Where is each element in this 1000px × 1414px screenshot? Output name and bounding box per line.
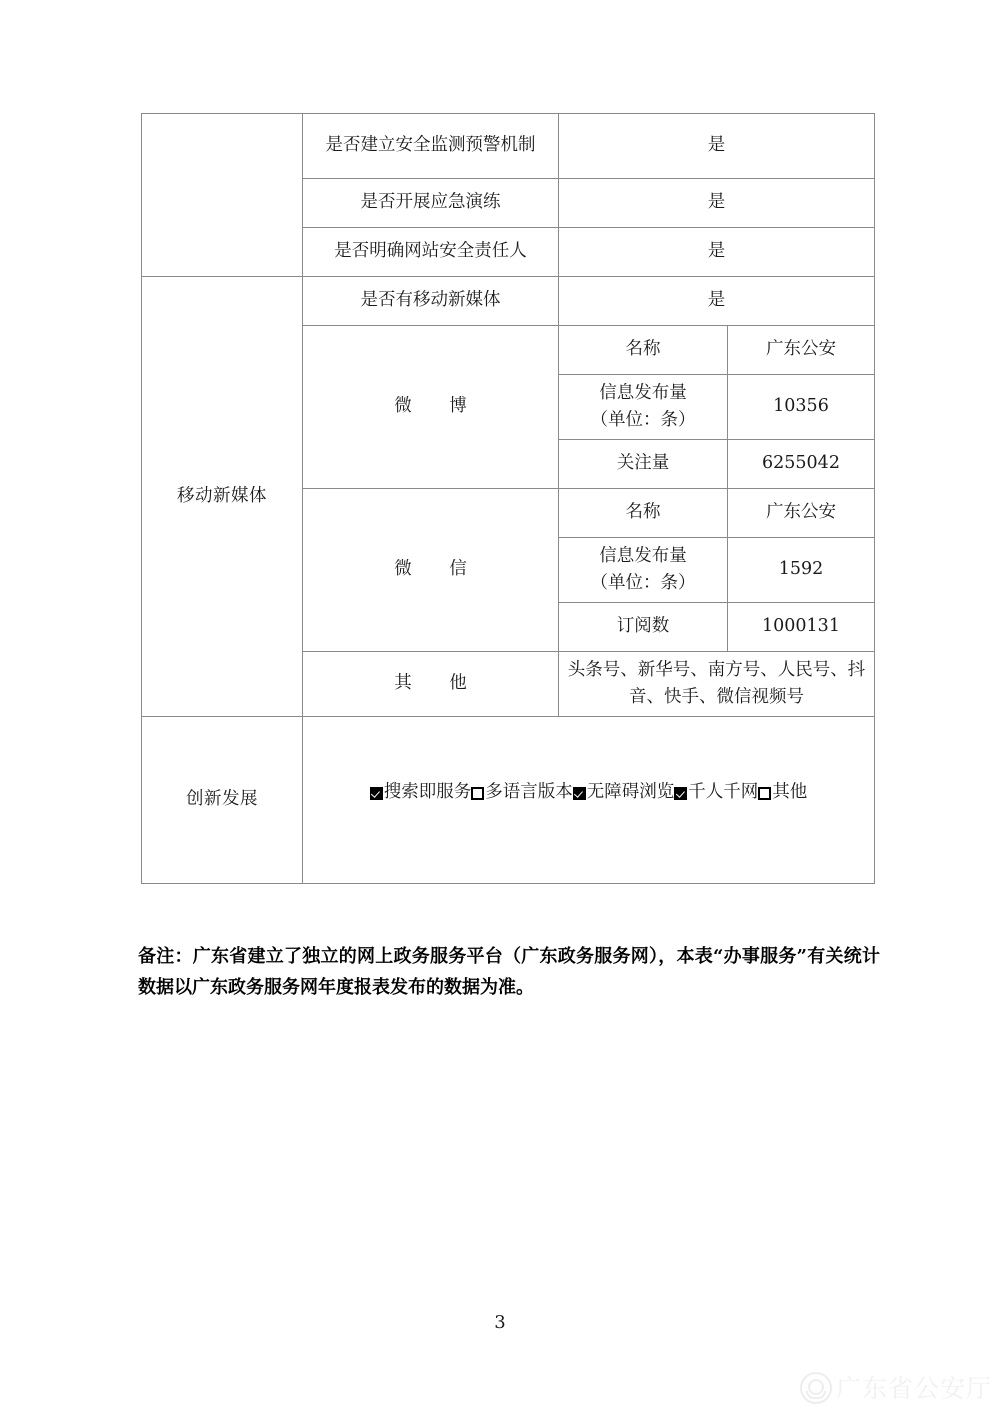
- wechat-subscribers-label: 订阅数: [559, 603, 728, 652]
- emergency-drill-value: 是: [559, 179, 875, 228]
- police-emblem-icon: [800, 1372, 832, 1404]
- checkbox-label: 其他: [772, 782, 808, 803]
- table-row: [142, 717, 875, 884]
- checkbox-icon[interactable]: [370, 787, 383, 800]
- checkbox-label: 无障碍浏览: [586, 782, 675, 803]
- weibo-posts-label-line1: 信息发布量: [599, 382, 687, 403]
- security-monitoring-value: 是: [559, 114, 875, 179]
- weibo-label: 微 博: [303, 326, 559, 489]
- innovation-options-cell: [303, 717, 875, 884]
- weibo-name-label: 名称: [559, 326, 728, 375]
- weibo-posts-label: [559, 375, 728, 440]
- other-platforms-value: 头条号、新华号、南方号、人民号、抖音、快手、微信视频号: [559, 652, 875, 717]
- has-mobile-media-value: 是: [559, 277, 875, 326]
- page-number: 3: [494, 1312, 506, 1333]
- annual-report-table-wrapper: [141, 113, 874, 884]
- table-row: [142, 114, 875, 179]
- security-monitoring-label: 是否建立安全监测预警机制: [303, 114, 559, 179]
- checkbox-icon[interactable]: [573, 787, 586, 800]
- wechat-name-value: 广东公安: [728, 489, 875, 538]
- wechat-posts-label-line1: 信息发布量: [599, 545, 687, 566]
- watermark-label: 广东省公安厅: [835, 1373, 992, 1403]
- checkbox-option-other[interactable]: [758, 779, 807, 806]
- footnote-text: 备注：广东省建立了独立的网上政务服务平台（广东政务服务网），本表“办事服务”有关统计数据以广东政务服务网年度报表发布的数据为准。: [138, 946, 880, 998]
- checkbox-option-accessibility[interactable]: [573, 779, 675, 806]
- weibo-posts-label-line2: （单位：条）: [590, 410, 696, 430]
- wechat-subscribers-value: 1000131: [728, 603, 875, 652]
- has-mobile-media-label: 是否有移动新媒体: [303, 277, 559, 326]
- checkbox-label: 搜索即服务: [383, 782, 472, 803]
- checkbox-icon[interactable]: [471, 787, 484, 800]
- checkbox-option-personalization[interactable]: [674, 779, 758, 806]
- mobile-media-section-label: 移动新媒体: [142, 277, 303, 717]
- other-platforms-label: 其 他: [303, 652, 559, 717]
- table-row: [142, 277, 875, 326]
- security-officer-value: 是: [559, 228, 875, 277]
- innovation-section-label: 创新发展: [142, 717, 303, 884]
- emergency-drill-label: 是否开展应急演练: [303, 179, 559, 228]
- innovation-checkbox-group: [309, 779, 868, 806]
- wechat-posts-label-line2: （单位：条）: [590, 573, 696, 593]
- security-section-label: [142, 114, 303, 277]
- checkbox-label: 千人千网: [688, 782, 759, 803]
- checkbox-label: 多语言版本: [485, 782, 573, 803]
- wechat-label: 微 信: [303, 489, 559, 652]
- checkbox-option-multilingual[interactable]: [471, 779, 573, 806]
- checkbox-icon[interactable]: [674, 787, 687, 800]
- weibo-followers-label: 关注量: [559, 440, 728, 489]
- weibo-posts-value: 10356: [728, 375, 875, 440]
- checkbox-option-search-as-service[interactable]: [370, 779, 472, 806]
- weibo-followers-value: 6255042: [728, 440, 875, 489]
- wechat-posts-label: [559, 538, 728, 603]
- wechat-posts-value: 1592: [728, 538, 875, 603]
- checkbox-icon[interactable]: [758, 787, 771, 800]
- annual-report-table: [141, 113, 875, 884]
- security-officer-label: 是否明确网站安全责任人: [303, 228, 559, 277]
- weibo-name-value: 广东公安: [728, 326, 875, 375]
- watermark: [800, 1372, 992, 1404]
- wechat-name-label: 名称: [559, 489, 728, 538]
